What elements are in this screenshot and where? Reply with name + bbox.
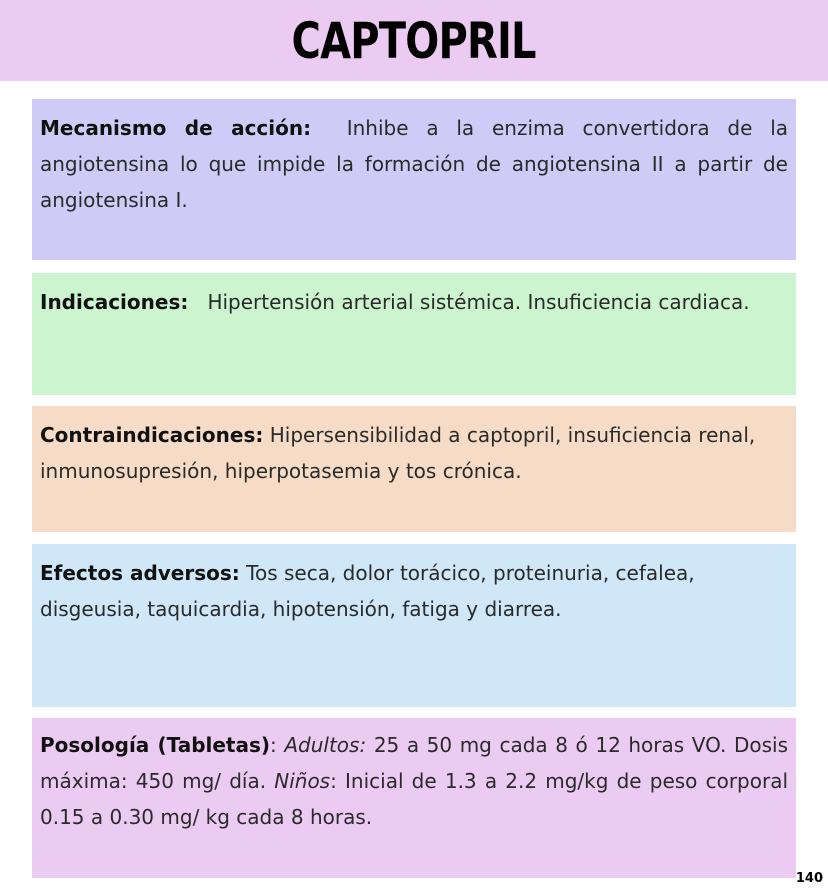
section-indicaciones (32, 273, 796, 395)
posologia-adultos-text: 25 a 50 mg cada 8 ó 12 horas VO. Dosis máxima: 450 mg/ día. (40, 733, 789, 793)
posologia-label: Posología (Tabletas) (40, 733, 271, 757)
efectos-label: Efectos adversos: (40, 561, 240, 585)
mecanismo-label: Mecanismo de acción: (40, 116, 312, 140)
contraindicaciones-paragraph (40, 417, 788, 489)
section-efectos (32, 544, 796, 707)
indicaciones-text: Hipertensión arterial sistémica. Insuficiencia cardiaca. (207, 290, 750, 314)
indicaciones-label: Indicaciones: (40, 290, 189, 314)
page-number: 140 (795, 871, 823, 886)
title-bar (0, 0, 828, 81)
page-title: CAPTOPRIL (291, 11, 537, 70)
section-posologia (32, 718, 796, 878)
mecanismo-text: Inhibe a la enzima convertidora de la angiotensina lo que impide la formación de angiotensina II a partir de angiotensina I. (40, 116, 789, 212)
contraindicaciones-text: Hipersensibilidad a captopril, insuficiencia renal, inmunosupresión, hiperpotasemia y tos crónica. (40, 423, 756, 483)
mecanismo-paragraph (40, 110, 788, 218)
posologia-ninos-text: : Inicial de 1.3 a 2.2 mg/kg de peso corporal 0.15 a 0.30 mg/ kg cada 8 horas. (40, 769, 789, 829)
efectos-paragraph (40, 555, 788, 627)
section-contraindicaciones (32, 406, 796, 532)
posologia-sep: : (270, 733, 285, 757)
posologia-ninos-label: Niños (274, 769, 331, 793)
posologia-paragraph (40, 727, 788, 835)
indicaciones-paragraph (40, 284, 788, 320)
posologia-adultos-label: Adultos: (284, 733, 367, 757)
efectos-text: Tos seca, dolor torácico, proteinuria, cefalea, disgeusia, taquicardia, hipotensión, fatiga y diarrea. (40, 561, 695, 621)
section-mecanismo (32, 99, 796, 260)
contraindicaciones-label: Contraindicaciones: (40, 423, 264, 447)
